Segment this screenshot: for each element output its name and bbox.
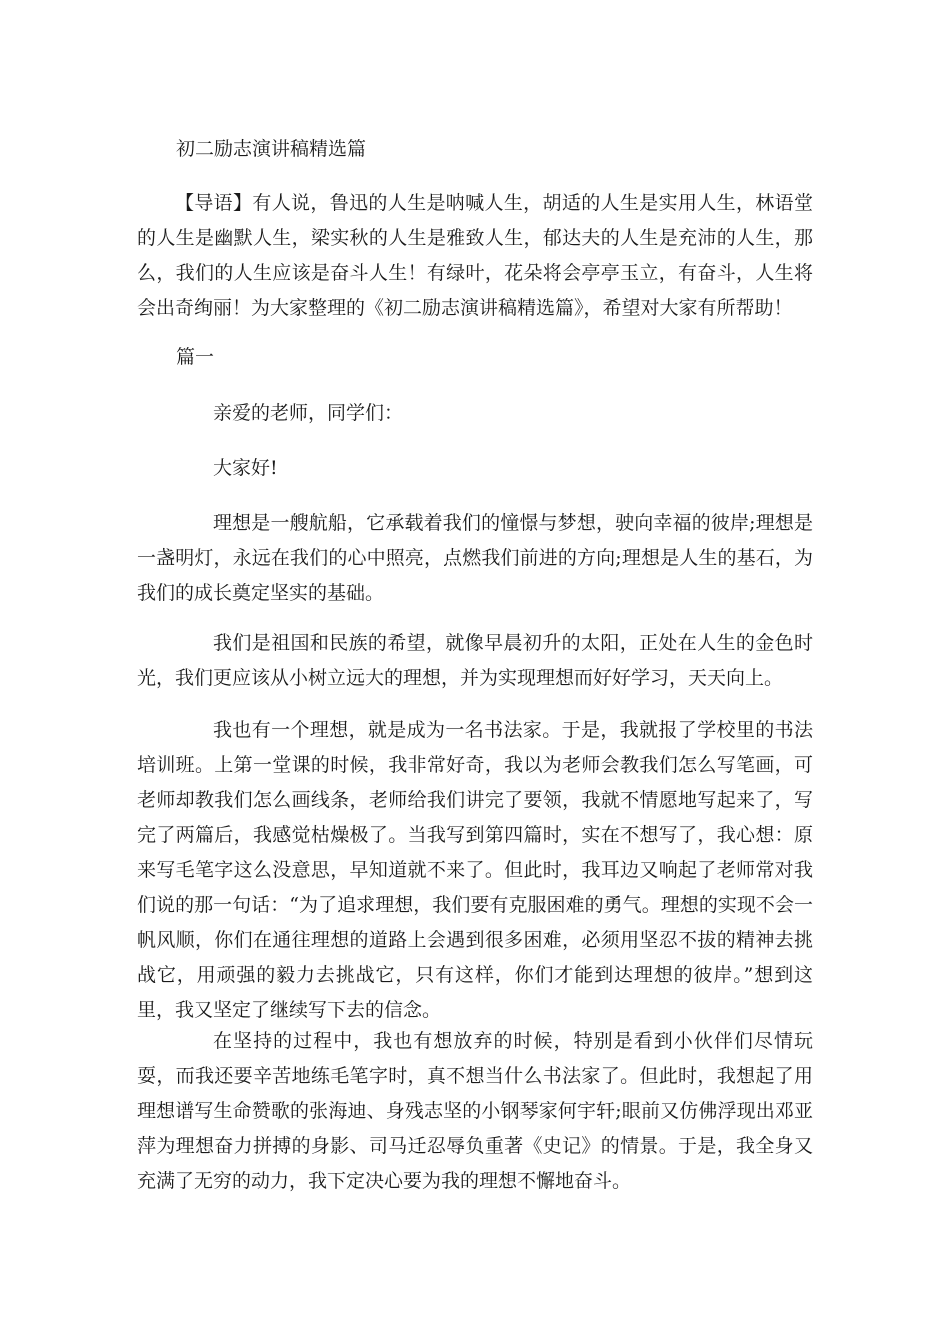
hello-line: 大家好! — [213, 457, 278, 479]
body-paragraph-1: 理想是一艘航船，它承载着我们的憧憬与梦想，驶向幸福的彼岸;理想是一盏明灯，永远在我们的心中照亮，点燃我们前进的方向;理想是人生的基石，为我们的成长奠定坚实的基础。 — [137, 512, 813, 604]
intro-paragraph: 【导语】有人说，鲁迅的人生是呐喊人生，胡适的人生是实用人生，林语堂的人生是幽默人生，梁实秋的人生是雅致人生，郁达夫的人生是充沛的人生，那么，我们的人生应该是奋斗人生！有绿叶，花朵将会亭亭玉立，有奋斗，人生将会出奇绚丽！为大家整理的《初二励志演讲稿精选篇》，希望对大家有所帮助！ — [137, 192, 813, 319]
document-title: 初二励志演讲稿精选篇 — [176, 138, 367, 160]
body-paragraph-4: 在坚持的过程中，我也有想放弃的时候，特别是看到小伙伴们尽情玩耍，而我还要辛苦地练毛笔字时，真不想当什么书法家了。但此时，我想起了用理想谱写生命赞歌的张海迪、身残志坚的小钢琴家何宇轩;眼前又仿佛浮现出邓亚萍为理想奋力拼搏的身影、司马迁忍辱负重著《史记》的情景。于是，我全身又充满了无穷的动力，我下定决心要为我的理想不懈地奋斗。 — [137, 1030, 813, 1192]
body-paragraph-2: 我们是祖国和民族的希望，就像早晨初升的太阳，正处在人生的金色时光，我们更应该从小树立远大的理想，并为实现理想而好好学习，天天向上。 — [137, 632, 813, 689]
body-paragraph-3: 我也有一个理想，就是成为一名书法家。于是，我就报了学校里的书法培训班。上第一堂课的时候，我非常好奇，我以为老师会教我们怎么写笔画，可老师却教我们怎么画线条，老师给我们讲完了要领，我就不情愿地写起来了，写完了两篇后，我感觉枯燥极了。当我写到第四篇时，实在不想写了，我心想：原来写毛笔字这么没意思，早知道就不来了。但此时，我耳边又响起了老师常对我们说的那一句话：“为了追求理想，我们要有克服困难的勇气。理想的实现不会一帆风顺，你们在通往理想的道路上会遇到很多困难，必须用坚忍不拔的精神去挑战它，用顽强的毅力去挑战它，只有这样，你们才能到达理想的彼岸。”想到这里，我又坚定了继续写下去的信念。 — [137, 719, 813, 1021]
section-label: 篇一 — [176, 346, 215, 368]
greeting: 亲爱的老师，同学们： — [213, 402, 404, 424]
